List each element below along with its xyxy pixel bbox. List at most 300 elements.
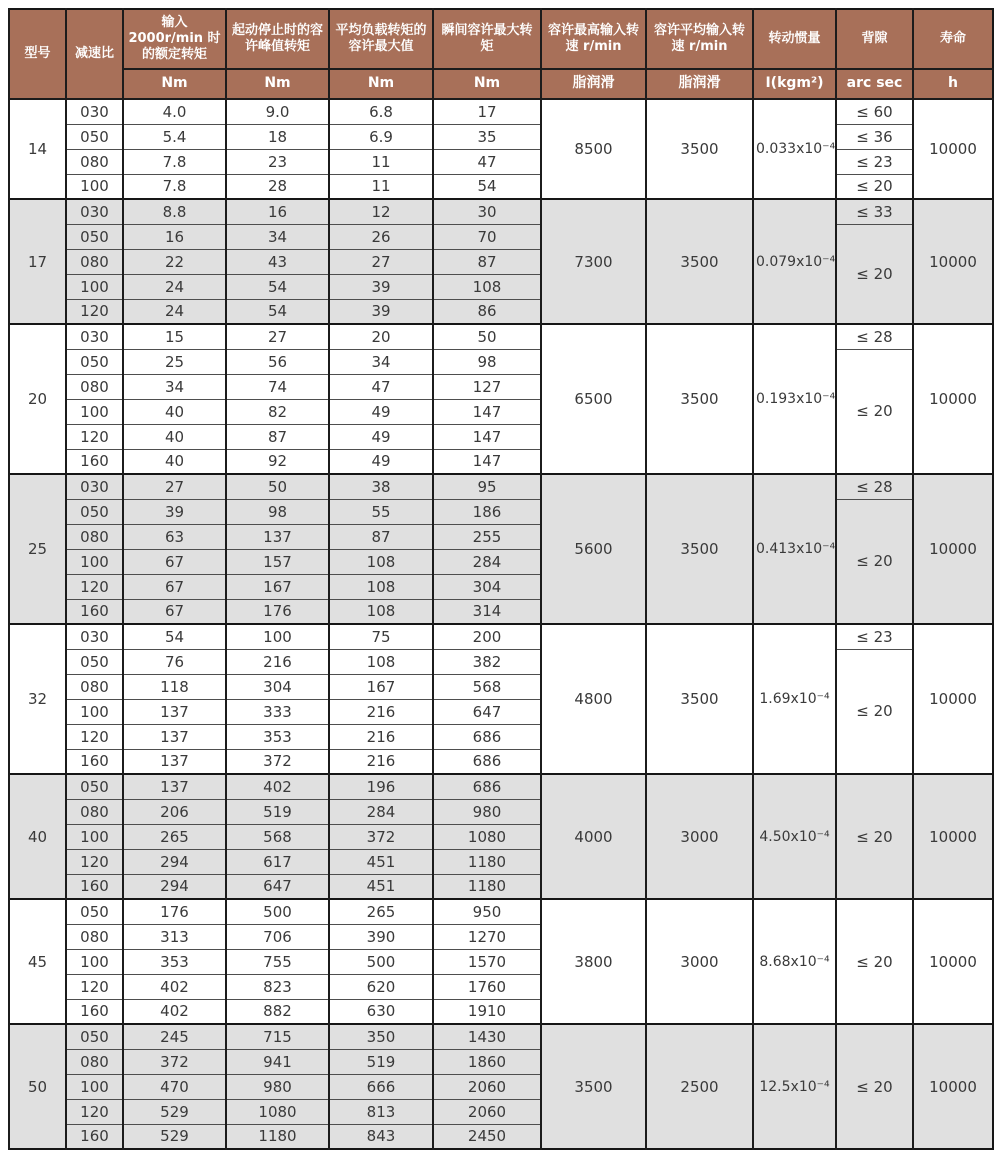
peak-torque-cell: 54 (226, 274, 329, 299)
peak-torque-cell: 9.0 (226, 99, 329, 124)
ratio-cell: 050 (66, 124, 123, 149)
peak-torque-cell: 176 (226, 599, 329, 624)
instant-torque-cell: 95 (433, 474, 541, 499)
life-cell: 10000 (913, 624, 993, 774)
avg-load-torque-cell: 167 (329, 674, 433, 699)
peak-torque-cell: 647 (226, 874, 329, 899)
gear-reducer-spec-table (8, 8, 994, 1150)
rated-torque-cell: 63 (123, 524, 226, 549)
avg-load-torque-cell: 49 (329, 424, 433, 449)
ratio-cell: 050 (66, 499, 123, 524)
peak-torque-cell: 755 (226, 949, 329, 974)
rated-torque-cell: 39 (123, 499, 226, 524)
rated-torque-cell: 25 (123, 349, 226, 374)
peak-torque-cell: 568 (226, 824, 329, 849)
avg-load-torque-cell: 216 (329, 724, 433, 749)
avg-load-torque-cell: 519 (329, 1049, 433, 1074)
ratio-cell: 160 (66, 749, 123, 774)
instant-torque-cell: 127 (433, 374, 541, 399)
instant-torque-cell: 47 (433, 149, 541, 174)
avg-load-torque-cell: 265 (329, 899, 433, 924)
instant-torque-cell: 50 (433, 324, 541, 349)
ratio-cell: 080 (66, 924, 123, 949)
instant-torque-cell: 1910 (433, 999, 541, 1024)
instant-torque-cell: 147 (433, 399, 541, 424)
peak-torque-cell: 92 (226, 449, 329, 474)
peak-torque-cell: 715 (226, 1024, 329, 1049)
avg-load-torque-cell: 6.8 (329, 99, 433, 124)
peak-torque-cell: 18 (226, 124, 329, 149)
avg-load-torque-cell: 11 (329, 174, 433, 199)
rated-torque-cell: 176 (123, 899, 226, 924)
ratio-cell: 100 (66, 399, 123, 424)
instant-torque-cell: 304 (433, 574, 541, 599)
instant-torque-cell: 686 (433, 724, 541, 749)
peak-torque-cell: 882 (226, 999, 329, 1024)
instant-torque-cell: 186 (433, 499, 541, 524)
rated-torque-cell: 4.0 (123, 99, 226, 124)
ratio-cell: 100 (66, 949, 123, 974)
avg-load-torque-cell: 108 (329, 649, 433, 674)
ratio-cell: 050 (66, 224, 123, 249)
instant-torque-cell: 647 (433, 699, 541, 724)
unit-instant-torque: Nm (433, 69, 541, 99)
avg-load-torque-cell: 108 (329, 549, 433, 574)
max-input-speed-cell: 4800 (541, 624, 646, 774)
ratio-cell: 030 (66, 199, 123, 224)
rated-torque-cell: 7.8 (123, 149, 226, 174)
ratio-cell: 120 (66, 849, 123, 874)
backlash-cell: ≤ 60 (836, 99, 913, 124)
backlash-cell: ≤ 23 (836, 149, 913, 174)
table-body (9, 99, 993, 1149)
peak-torque-cell: 823 (226, 974, 329, 999)
ratio-cell: 160 (66, 999, 123, 1024)
instant-torque-cell: 1860 (433, 1049, 541, 1074)
life-cell: 10000 (913, 474, 993, 624)
ratio-cell: 100 (66, 274, 123, 299)
table-header (9, 9, 993, 99)
rated-torque-cell: 118 (123, 674, 226, 699)
instant-torque-cell: 87 (433, 249, 541, 274)
peak-torque-cell: 706 (226, 924, 329, 949)
backlash-cell: ≤ 20 (836, 224, 913, 324)
rated-torque-cell: 402 (123, 974, 226, 999)
max-input-speed-cell: 5600 (541, 474, 646, 624)
ratio-cell: 160 (66, 874, 123, 899)
model-cell: 20 (9, 324, 66, 474)
model-cell: 40 (9, 774, 66, 899)
peak-torque-cell: 137 (226, 524, 329, 549)
inertia-cell: 8.68x10⁻⁴ (753, 899, 836, 1024)
unit-backlash: arc sec (836, 69, 913, 99)
avg-load-torque-cell: 75 (329, 624, 433, 649)
peak-torque-cell: 617 (226, 849, 329, 874)
ratio-cell: 160 (66, 1124, 123, 1149)
avg-input-speed-cell: 3000 (646, 774, 753, 899)
avg-load-torque-cell: 47 (329, 374, 433, 399)
peak-torque-cell: 402 (226, 774, 329, 799)
model-cell: 50 (9, 1024, 66, 1149)
avg-load-torque-cell: 451 (329, 849, 433, 874)
peak-torque-cell: 27 (226, 324, 329, 349)
model-cell: 25 (9, 474, 66, 624)
table-row (9, 324, 993, 349)
instant-torque-cell: 1570 (433, 949, 541, 974)
ratio-cell: 100 (66, 1074, 123, 1099)
backlash-cell: ≤ 20 (836, 649, 913, 774)
table-row (9, 624, 993, 649)
avg-input-speed-cell: 3500 (646, 99, 753, 199)
table-row (9, 1024, 993, 1049)
backlash-cell: ≤ 20 (836, 1024, 913, 1149)
avg-load-torque-cell: 11 (329, 149, 433, 174)
rated-torque-cell: 402 (123, 999, 226, 1024)
header-max-input-speed: 容许最高输入转速 r/min (541, 9, 646, 69)
instant-torque-cell: 147 (433, 424, 541, 449)
avg-input-speed-cell: 3500 (646, 474, 753, 624)
peak-torque-cell: 216 (226, 649, 329, 674)
rated-torque-cell: 137 (123, 699, 226, 724)
rated-torque-cell: 137 (123, 724, 226, 749)
peak-torque-cell: 1180 (226, 1124, 329, 1149)
avg-load-torque-cell: 620 (329, 974, 433, 999)
rated-torque-cell: 22 (123, 249, 226, 274)
ratio-cell: 160 (66, 599, 123, 624)
avg-load-torque-cell: 630 (329, 999, 433, 1024)
rated-torque-cell: 27 (123, 474, 226, 499)
max-input-speed-cell: 4000 (541, 774, 646, 899)
avg-load-torque-cell: 49 (329, 399, 433, 424)
instant-torque-cell: 86 (433, 299, 541, 324)
life-cell: 10000 (913, 99, 993, 199)
avg-load-torque-cell: 284 (329, 799, 433, 824)
rated-torque-cell: 67 (123, 549, 226, 574)
max-input-speed-cell: 3800 (541, 899, 646, 1024)
peak-torque-cell: 34 (226, 224, 329, 249)
ratio-cell: 080 (66, 249, 123, 274)
rated-torque-cell: 313 (123, 924, 226, 949)
peak-torque-cell: 56 (226, 349, 329, 374)
table-row (9, 199, 993, 224)
instant-torque-cell: 1180 (433, 849, 541, 874)
instant-torque-cell: 1430 (433, 1024, 541, 1049)
unit-rated-torque: Nm (123, 69, 226, 99)
avg-input-speed-cell: 3500 (646, 324, 753, 474)
instant-torque-cell: 568 (433, 674, 541, 699)
backlash-cell: ≤ 20 (836, 174, 913, 199)
instant-torque-cell: 1180 (433, 874, 541, 899)
peak-torque-cell: 28 (226, 174, 329, 199)
avg-load-torque-cell: 216 (329, 699, 433, 724)
backlash-cell: ≤ 20 (836, 349, 913, 474)
avg-load-torque-cell: 813 (329, 1099, 433, 1124)
model-cell: 45 (9, 899, 66, 1024)
instant-torque-cell: 17 (433, 99, 541, 124)
rated-torque-cell: 67 (123, 599, 226, 624)
table-row (9, 499, 993, 524)
table-row (9, 149, 993, 174)
rated-torque-cell: 353 (123, 949, 226, 974)
rated-torque-cell: 24 (123, 274, 226, 299)
rated-torque-cell: 16 (123, 224, 226, 249)
ratio-cell: 030 (66, 99, 123, 124)
ratio-cell: 120 (66, 574, 123, 599)
instant-torque-cell: 200 (433, 624, 541, 649)
inertia-cell: 0.413x10⁻⁴ (753, 474, 836, 624)
model-cell: 14 (9, 99, 66, 199)
ratio-cell: 120 (66, 1099, 123, 1124)
rated-torque-cell: 137 (123, 774, 226, 799)
unit-avg-load-torque: Nm (329, 69, 433, 99)
peak-torque-cell: 54 (226, 299, 329, 324)
avg-load-torque-cell: 34 (329, 349, 433, 374)
instant-torque-cell: 2450 (433, 1124, 541, 1149)
inertia-cell: 0.033x10⁻⁴ (753, 99, 836, 199)
peak-torque-cell: 43 (226, 249, 329, 274)
header-instant-torque: 瞬间容许最大转矩 (433, 9, 541, 69)
backlash-cell: ≤ 23 (836, 624, 913, 649)
ratio-cell: 120 (66, 424, 123, 449)
model-cell: 17 (9, 199, 66, 324)
avg-load-torque-cell: 666 (329, 1074, 433, 1099)
peak-torque-cell: 16 (226, 199, 329, 224)
ratio-cell: 050 (66, 899, 123, 924)
ratio-cell: 120 (66, 974, 123, 999)
ratio-cell: 120 (66, 299, 123, 324)
max-input-speed-cell: 8500 (541, 99, 646, 199)
ratio-cell: 030 (66, 624, 123, 649)
ratio-cell: 080 (66, 799, 123, 824)
table-row (9, 474, 993, 499)
peak-torque-cell: 333 (226, 699, 329, 724)
header-reduction-ratio: 减速比 (66, 9, 123, 99)
peak-torque-cell: 1080 (226, 1099, 329, 1124)
avg-load-torque-cell: 87 (329, 524, 433, 549)
avg-load-torque-cell: 390 (329, 924, 433, 949)
peak-torque-cell: 157 (226, 549, 329, 574)
peak-torque-cell: 87 (226, 424, 329, 449)
ratio-cell: 080 (66, 374, 123, 399)
ratio-cell: 030 (66, 474, 123, 499)
unit-max-input-speed: 脂润滑 (541, 69, 646, 99)
instant-torque-cell: 108 (433, 274, 541, 299)
backlash-cell: ≤ 20 (836, 899, 913, 1024)
backlash-cell: ≤ 33 (836, 199, 913, 224)
life-cell: 10000 (913, 774, 993, 899)
instant-torque-cell: 35 (433, 124, 541, 149)
peak-torque-cell: 74 (226, 374, 329, 399)
avg-load-torque-cell: 6.9 (329, 124, 433, 149)
peak-torque-cell: 500 (226, 899, 329, 924)
instant-torque-cell: 98 (433, 349, 541, 374)
avg-load-torque-cell: 12 (329, 199, 433, 224)
ratio-cell: 100 (66, 549, 123, 574)
avg-load-torque-cell: 38 (329, 474, 433, 499)
rated-torque-cell: 34 (123, 374, 226, 399)
max-input-speed-cell: 6500 (541, 324, 646, 474)
peak-torque-cell: 50 (226, 474, 329, 499)
avg-load-torque-cell: 216 (329, 749, 433, 774)
rated-torque-cell: 40 (123, 424, 226, 449)
instant-torque-cell: 686 (433, 774, 541, 799)
instant-torque-cell: 255 (433, 524, 541, 549)
avg-load-torque-cell: 39 (329, 274, 433, 299)
avg-input-speed-cell: 3500 (646, 624, 753, 774)
rated-torque-cell: 15 (123, 324, 226, 349)
avg-load-torque-cell: 500 (329, 949, 433, 974)
table-row (9, 174, 993, 199)
avg-load-torque-cell: 49 (329, 449, 433, 474)
rated-torque-cell: 7.8 (123, 174, 226, 199)
peak-torque-cell: 372 (226, 749, 329, 774)
table-row (9, 899, 993, 924)
peak-torque-cell: 941 (226, 1049, 329, 1074)
ratio-cell: 100 (66, 174, 123, 199)
table-row (9, 649, 993, 674)
avg-load-torque-cell: 372 (329, 824, 433, 849)
instant-torque-cell: 2060 (433, 1074, 541, 1099)
instant-torque-cell: 147 (433, 449, 541, 474)
peak-torque-cell: 167 (226, 574, 329, 599)
model-cell: 32 (9, 624, 66, 774)
rated-torque-cell: 245 (123, 1024, 226, 1049)
peak-torque-cell: 519 (226, 799, 329, 824)
inertia-cell: 0.193x10⁻⁴ (753, 324, 836, 474)
header-row-units (9, 69, 993, 99)
backlash-cell: ≤ 20 (836, 774, 913, 899)
avg-load-torque-cell: 20 (329, 324, 433, 349)
backlash-cell: ≤ 28 (836, 474, 913, 499)
instant-torque-cell: 686 (433, 749, 541, 774)
avg-load-torque-cell: 108 (329, 574, 433, 599)
avg-load-torque-cell: 26 (329, 224, 433, 249)
ratio-cell: 080 (66, 674, 123, 699)
rated-torque-cell: 529 (123, 1099, 226, 1124)
life-cell: 10000 (913, 324, 993, 474)
instant-torque-cell: 70 (433, 224, 541, 249)
rated-torque-cell: 24 (123, 299, 226, 324)
instant-torque-cell: 54 (433, 174, 541, 199)
header-row-labels (9, 9, 993, 69)
ratio-cell: 050 (66, 774, 123, 799)
ratio-cell: 080 (66, 524, 123, 549)
life-cell: 10000 (913, 899, 993, 1024)
rated-torque-cell: 76 (123, 649, 226, 674)
ratio-cell: 050 (66, 1024, 123, 1049)
peak-torque-cell: 98 (226, 499, 329, 524)
avg-input-speed-cell: 2500 (646, 1024, 753, 1149)
avg-load-torque-cell: 350 (329, 1024, 433, 1049)
avg-input-speed-cell: 3500 (646, 199, 753, 324)
instant-torque-cell: 30 (433, 199, 541, 224)
peak-torque-cell: 353 (226, 724, 329, 749)
header-backlash: 背隙 (836, 9, 913, 69)
rated-torque-cell: 54 (123, 624, 226, 649)
avg-load-torque-cell: 843 (329, 1124, 433, 1149)
rated-torque-cell: 40 (123, 399, 226, 424)
ratio-cell: 030 (66, 324, 123, 349)
backlash-cell: ≤ 20 (836, 499, 913, 624)
instant-torque-cell: 1760 (433, 974, 541, 999)
ratio-cell: 100 (66, 824, 123, 849)
header-avg-input-speed: 容许平均输入转速 r/min (646, 9, 753, 69)
ratio-cell: 080 (66, 149, 123, 174)
instant-torque-cell: 1270 (433, 924, 541, 949)
rated-torque-cell: 372 (123, 1049, 226, 1074)
avg-load-torque-cell: 451 (329, 874, 433, 899)
table-row (9, 224, 993, 249)
rated-torque-cell: 529 (123, 1124, 226, 1149)
header-rated-torque: 输入 2000r/min 时的额定转矩 (123, 9, 226, 69)
backlash-cell: ≤ 36 (836, 124, 913, 149)
header-peak-torque: 起动停止时的容许峰值转矩 (226, 9, 329, 69)
peak-torque-cell: 980 (226, 1074, 329, 1099)
ratio-cell: 160 (66, 449, 123, 474)
inertia-cell: 1.69x10⁻⁴ (753, 624, 836, 774)
inertia-cell: 0.079x10⁻⁴ (753, 199, 836, 324)
table-row (9, 99, 993, 124)
ratio-cell: 080 (66, 1049, 123, 1074)
rated-torque-cell: 265 (123, 824, 226, 849)
instant-torque-cell: 950 (433, 899, 541, 924)
peak-torque-cell: 100 (226, 624, 329, 649)
inertia-cell: 4.50x10⁻⁴ (753, 774, 836, 899)
rated-torque-cell: 470 (123, 1074, 226, 1099)
unit-peak-torque: Nm (226, 69, 329, 99)
max-input-speed-cell: 7300 (541, 199, 646, 324)
table-row (9, 349, 993, 374)
rated-torque-cell: 294 (123, 849, 226, 874)
rated-torque-cell: 8.8 (123, 199, 226, 224)
header-model: 型号 (9, 9, 66, 99)
table-row (9, 124, 993, 149)
instant-torque-cell: 1080 (433, 824, 541, 849)
instant-torque-cell: 980 (433, 799, 541, 824)
avg-load-torque-cell: 27 (329, 249, 433, 274)
avg-input-speed-cell: 3000 (646, 899, 753, 1024)
unit-avg-input-speed: 脂润滑 (646, 69, 753, 99)
instant-torque-cell: 314 (433, 599, 541, 624)
avg-load-torque-cell: 196 (329, 774, 433, 799)
avg-load-torque-cell: 108 (329, 599, 433, 624)
instant-torque-cell: 382 (433, 649, 541, 674)
life-cell: 10000 (913, 1024, 993, 1149)
rated-torque-cell: 5.4 (123, 124, 226, 149)
unit-life: h (913, 69, 993, 99)
header-avg-load-torque: 平均负载转矩的容许最大值 (329, 9, 433, 69)
unit-inertia: I(kgm²) (753, 69, 836, 99)
peak-torque-cell: 82 (226, 399, 329, 424)
backlash-cell: ≤ 28 (836, 324, 913, 349)
inertia-cell: 12.5x10⁻⁴ (753, 1024, 836, 1149)
rated-torque-cell: 137 (123, 749, 226, 774)
ratio-cell: 120 (66, 724, 123, 749)
rated-torque-cell: 294 (123, 874, 226, 899)
instant-torque-cell: 2060 (433, 1099, 541, 1124)
rated-torque-cell: 40 (123, 449, 226, 474)
ratio-cell: 050 (66, 649, 123, 674)
table-row (9, 774, 993, 799)
ratio-cell: 050 (66, 349, 123, 374)
header-inertia: 转动惯量 (753, 9, 836, 69)
ratio-cell: 100 (66, 699, 123, 724)
peak-torque-cell: 23 (226, 149, 329, 174)
life-cell: 10000 (913, 199, 993, 324)
avg-load-torque-cell: 55 (329, 499, 433, 524)
avg-load-torque-cell: 39 (329, 299, 433, 324)
peak-torque-cell: 304 (226, 674, 329, 699)
